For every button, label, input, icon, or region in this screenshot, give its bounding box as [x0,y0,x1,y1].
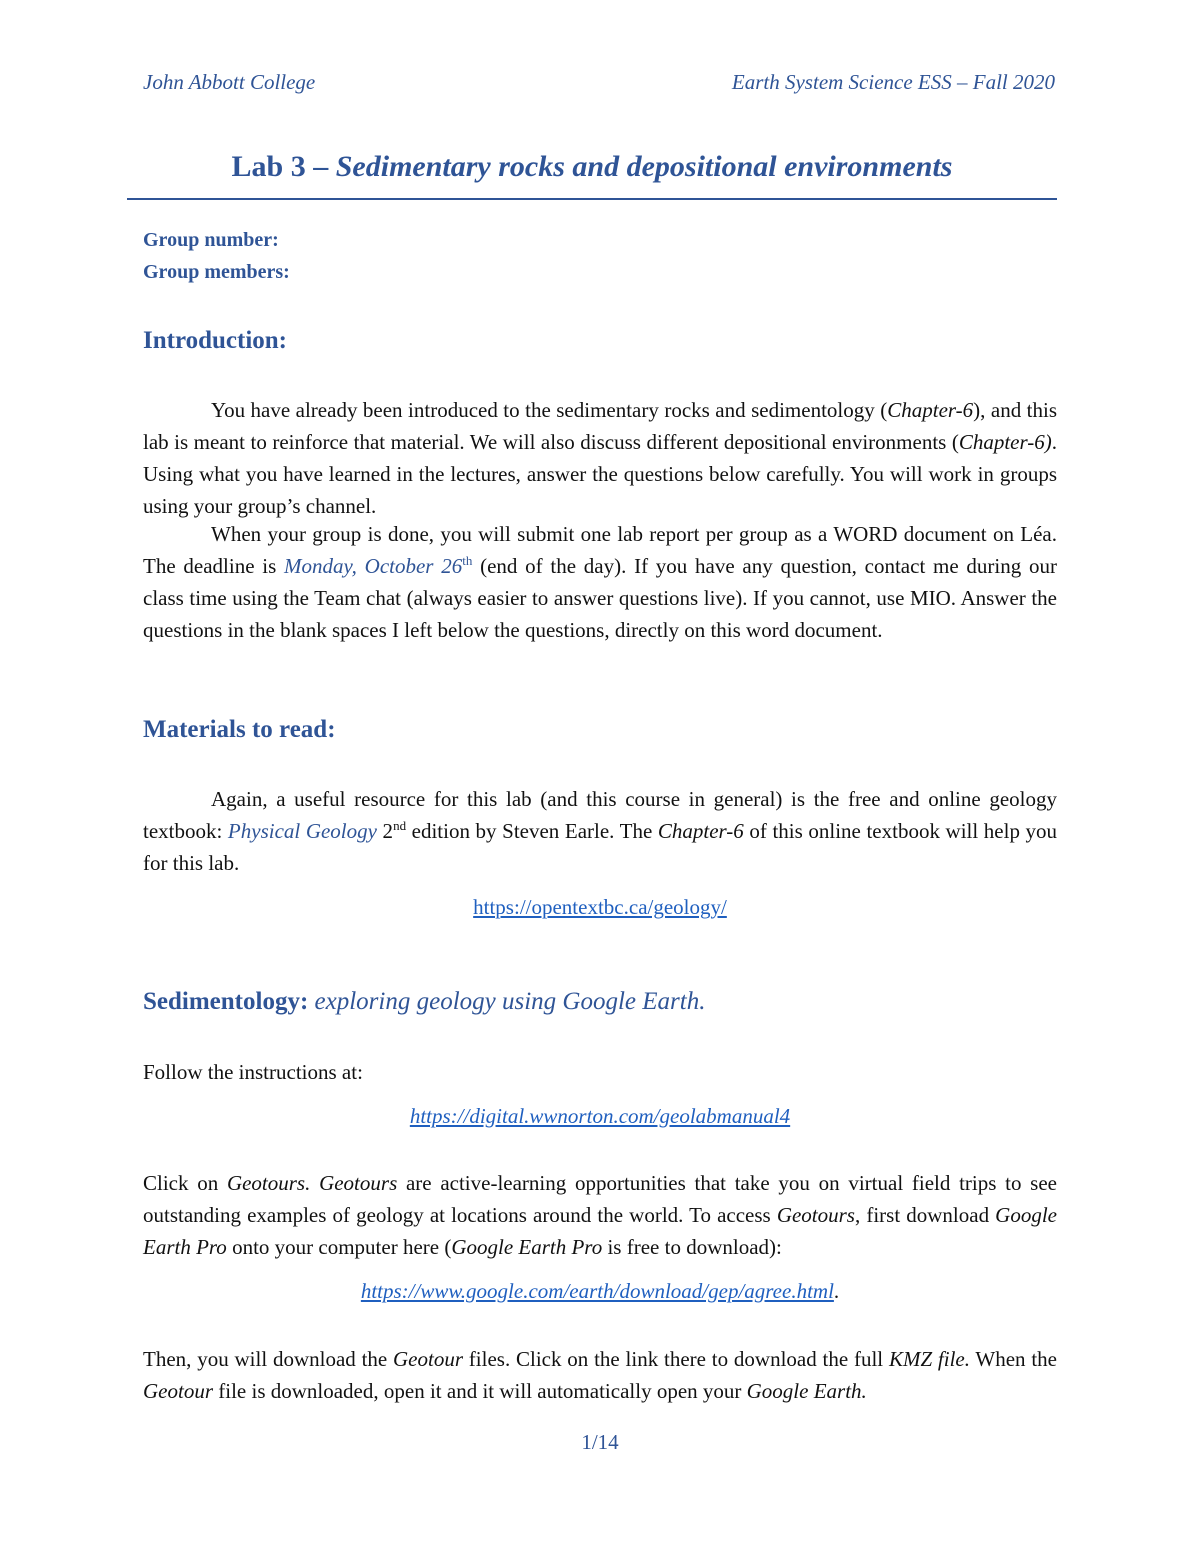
geotours-text: onto your computer here ( [226,1235,452,1259]
download-text: When the [970,1347,1058,1371]
page-title [127,150,1057,184]
materials-text: Again, a useful resource for this lab (and this course in general) is the free and online geology textbook: [143,787,1057,843]
geotours-text: are active-learning opportunities that take you on virtual field trips to see outstanding examples of geology at locations around the world. To access [143,1171,1057,1227]
textbook-title: Physical Geology [227,819,377,843]
geotours-term: Geotours [776,1203,855,1227]
intro-text: . Using what you have learned in the lectures, answer the questions below carefully. You will work in groups using your group’s channel. [143,430,1057,518]
intro-text: You have already been introduced to the sedimentary rocks and sedimentology ( [211,398,888,422]
download-text: files. Click on the link there to download the full [463,1347,889,1371]
edition-suffix: nd [393,818,407,833]
geotours-text: , first download [854,1203,996,1227]
title-divider [127,198,1057,200]
google-earth-link[interactable]: https://www.google.com/earth/download/gep/agree.html [360,1279,834,1303]
deadline-suffix: th [462,553,473,568]
intro-text: (end of the day). If you have any question, contact me during our class time using the Team chat (always easier to answer questions live). If you cannot, use MIO. Answer the questions in the blank spaces I left below the questions, directly on this word document. [143,554,1057,642]
materials-text: of this online textbook will help you for this lab. [143,819,1058,875]
geotours-text: Click on [143,1171,227,1195]
title-prefix: Lab 3 – [231,150,336,183]
sedimentology-heading-bold: Sedimentology: [143,988,315,1015]
geotours-text: is free to download): [602,1235,782,1259]
link-period: . [833,1279,840,1303]
page-number: 1/14 [581,1430,619,1454]
textbook-link[interactable]: https://opentextbc.ca/geology/ [473,895,727,919]
chapter-ref: Chapter-6 [657,819,744,843]
kmz-term: KMZ file. [888,1347,970,1371]
intro-chapter-ref: Chapter-6 [887,398,974,422]
geotour-term: Geotour [143,1379,213,1403]
materials-heading: Materials to read: [143,716,336,743]
header-college: John Abbott College [143,70,316,94]
geotours-term: Geotours. Geotours [226,1171,398,1195]
google-earth-term: Google Earth. [746,1379,867,1403]
intro-chapter-ref: Chapter-6) [958,430,1052,454]
download-text: file is downloaded, open it and it will automatically open your [213,1379,747,1403]
sedimentology-heading-italic: exploring geology using Google Earth. [314,988,706,1015]
google-earth-link-line [143,1279,1057,1304]
deadline-date: Monday, October 26 [284,554,463,578]
group-members-label: Group members: [143,261,290,283]
group-number-label: Group number: [143,229,279,251]
introduction-paragraph-2 [143,518,1057,646]
materials-text: edition by Steven Earle. The [406,819,658,843]
title-subject: Sedimentary rocks and depositional environments [335,150,953,183]
google-earth-pro-term: Google Earth Pro [143,1203,1057,1259]
header-course: Earth System Science ESS – Fall 2020 [731,70,1055,94]
sedimentology-heading [143,988,705,1016]
follow-instructions-text: Follow the instructions at: [143,1060,363,1084]
materials-text: 2 [376,819,394,843]
introduction-paragraph-1 [143,394,1057,522]
geotours-paragraph [143,1167,1057,1263]
google-earth-pro-term: Google Earth Pro [451,1235,603,1259]
download-text: Then, you will download the [143,1347,394,1371]
norton-link[interactable]: https://digital.wwnorton.com/geolabmanual4 [409,1104,791,1128]
norton-link-line [143,1104,1057,1129]
download-paragraph [143,1343,1057,1407]
intro-text: When your group is done, you will submit one lab report per group as a WORD document on Léa. The deadline is [143,522,1057,578]
intro-text: ), and this lab is meant to reinforce that material. We will also discuss different depositional environments ( [143,398,1058,454]
textbook-link-line [143,895,1057,920]
introduction-heading: Introduction: [143,327,288,354]
materials-paragraph [143,783,1057,879]
geotour-term: Geotour [393,1347,464,1371]
